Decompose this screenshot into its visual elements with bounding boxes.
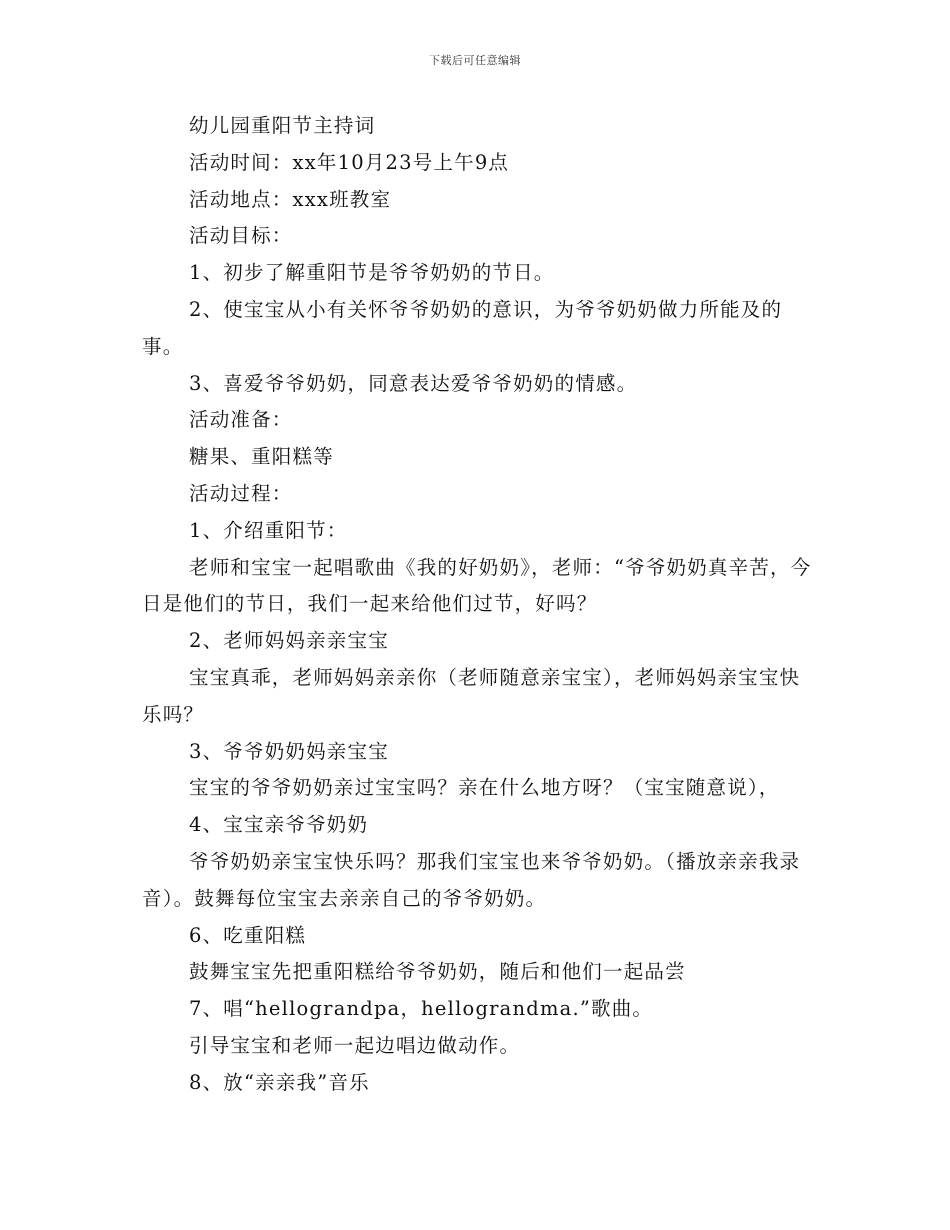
goal-item-1: 1、初步了解重阳节是爷爷奶奶的节日。 xyxy=(189,261,555,285)
process-step-7-title: 7、唱“hellograndpa，hellograndma.”歌曲。 xyxy=(189,997,654,1021)
activity-location: 活动地点：xxx班教室 xyxy=(189,187,392,211)
preparation-items: 糖果、重阳糕等 xyxy=(189,445,334,469)
process-step-7-text: 引导宝宝和老师一起边唱边做动作。 xyxy=(189,1033,521,1057)
activity-time: 活动时间：xx年10月23号上午9点 xyxy=(189,150,510,174)
process-step-6-text: 鼓舞宝宝先把重阳糕给爷爷奶奶，随后和他们一起品尝 xyxy=(189,960,686,984)
process-step-3-text: 宝宝的爷爷奶奶亲过宝宝吗？亲在什么地方呀？（宝宝随意说）， xyxy=(189,776,780,800)
process-step-2-text: 宝宝真乖，老师妈妈亲亲你（老师随意亲宝宝），老师妈妈亲宝宝快乐吗？ xyxy=(142,665,801,726)
document-title: 幼儿园重阳节主持词 xyxy=(189,114,376,137)
document-body xyxy=(142,108,812,1102)
process-step-8-title: 8、放“亲亲我”音乐 xyxy=(189,1070,370,1094)
section-heading-preparation: 活动准备： xyxy=(189,408,293,432)
process-step-3-title: 3、爷爷奶奶妈亲宝宝 xyxy=(189,739,389,763)
process-step-2-title: 2、老师妈妈亲亲宝宝 xyxy=(189,629,389,653)
goal-item-2: 2、使宝宝从小有关怀爷爷奶奶的意识，为爷爷奶奶做力所能及的事。 xyxy=(142,297,783,358)
process-step-4-title: 4、宝宝亲爷爷奶奶 xyxy=(189,813,369,837)
section-heading-process: 活动过程： xyxy=(189,481,293,505)
process-step-1-text: 老师和宝宝一起唱歌曲《我的好奶奶》，老师：“爷爷奶奶真辛苦，今日是他们的节日，我们一起来给他们过节，好吗？ xyxy=(142,555,812,616)
process-step-1-title: 1、介绍重阳节： xyxy=(189,518,348,542)
process-step-4-text: 爷爷奶奶亲宝宝快乐吗？那我们宝宝也来爷爷奶奶。（播放亲亲我录音）。鼓舞每位宝宝去亲亲自己的爷爷奶奶。 xyxy=(142,849,801,910)
goal-item-3: 3、喜爱爷爷奶奶，同意表达爱爷爷奶奶的情感。 xyxy=(189,371,638,395)
page-header-note: 下载后可任意编辑 xyxy=(429,54,521,67)
section-heading-goals: 活动目标： xyxy=(189,224,293,248)
process-step-6-title: 6、吃重阳糕 xyxy=(189,923,307,947)
